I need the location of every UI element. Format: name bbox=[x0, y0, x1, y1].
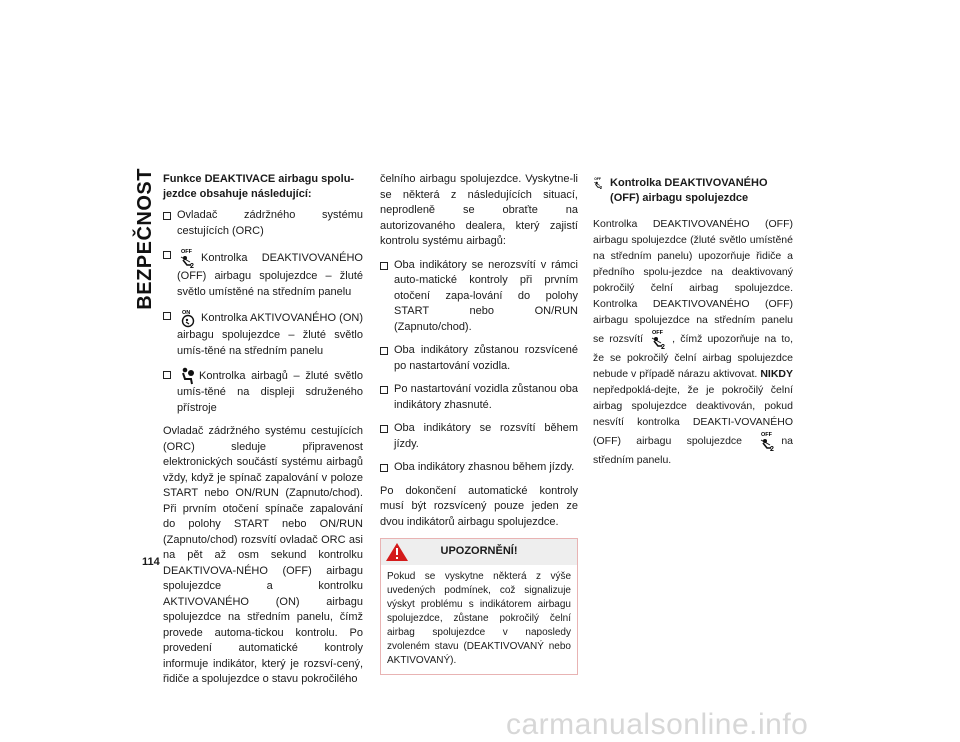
warning-text: Pokud se vyskytne některá z výše uvedených podmínek, což signalizuje výskyt problému s indikátorem airbagu spolujezdce, zůstane pokročilý čelní airbag spolujezdce v naposledy zvoleném stavu (DEAKTIVOVANÝ nebo AKTIVOVANÝ). bbox=[387, 571, 571, 666]
icon-off-text: OFF bbox=[761, 432, 773, 438]
component-list bbox=[163, 208, 363, 416]
list-item: Oba indikátory zhasnou během jízdy. bbox=[380, 460, 578, 476]
icon-seat-number: 2 bbox=[190, 263, 194, 269]
icon-off-text: OFF bbox=[594, 176, 601, 181]
icon-on-text: ON bbox=[182, 310, 191, 316]
list-item: Oba indikátory se nerozsvítí v rámci auto-matické kontroly při prvním otočení zapa-lování do polohy START nebo ON/RUN (Zapnuto/chod). bbox=[380, 258, 578, 336]
list-item: OFF 2 Kontrolka DEAKTIVOVANÉHO (OFF) airbagu spolujezdce – žluté světlo umístěné na středním panelu bbox=[163, 247, 363, 300]
column-1 bbox=[163, 172, 363, 696]
col1-heading: Funkce DEAKTIVACE airbagu spolu-jezdce obsahuje následující: bbox=[163, 173, 355, 200]
fault-list bbox=[380, 258, 578, 476]
airbag-off-icon bbox=[650, 328, 668, 350]
column-3 bbox=[593, 172, 793, 476]
warning-triangle-icon bbox=[385, 542, 409, 562]
list-item: Oba indikátory se rozsvítí během jízdy. bbox=[380, 421, 578, 452]
icon-seat-number: 2 bbox=[599, 185, 603, 191]
airbag-off-icon bbox=[593, 172, 604, 194]
airbag-off-icon bbox=[759, 430, 777, 452]
list-item: ON Kontrolka AKTIVOVANÉHO (ON) airbagu spolujezdce – žluté světlo umís-těné na středním panelu bbox=[163, 308, 363, 359]
column-2 bbox=[380, 172, 578, 675]
airbag-off-icon bbox=[179, 247, 197, 269]
icon-seat-number: 2 bbox=[661, 344, 666, 350]
airbag-warning-icon bbox=[179, 367, 195, 385]
never-emphasis: NIKDY bbox=[760, 368, 793, 380]
icon-seat-number: 2 bbox=[770, 446, 775, 452]
col2-intro: čelního airbagu spolujezdce. Vyskytne-li se některá z následujících situací, neprodleně se obraťte na autorizovaného dealera, který zajistí kontrolu systému airbagů: bbox=[380, 173, 578, 247]
warning-header bbox=[381, 539, 577, 565]
col2-paragraph: Po dokončení automatické kontroly musí být rozsvícený pouze jeden ze dvou indikátorů airbagu spolujezdce. bbox=[380, 484, 578, 528]
list-item: Po nastartování vozidla zůstanou oba indikátory zhasnuté. bbox=[380, 382, 578, 413]
warning-box bbox=[380, 538, 578, 675]
icon-off-text: OFF bbox=[652, 330, 664, 336]
icon-off-text: OFF bbox=[181, 249, 192, 255]
col3-paragraph: Kontrolka DEAKTIVOVANÉHO (OFF) airbagu spolujezdce (žluté světlo umístěné na středním panelu) upozorňuje řidiče a předního spolu-jezdce na deaktivovaný pokročilý čelní airbag spolujezdce. Kontrolka DEAKTIVOVANÉHO (OFF) airbagu spolujezdce na středním panelu se rozsvítí OFF 2 , čímž upozorňuje na to, že se pokročilý čelní airbag spolujezdce nebude v případě nárazu aktivovat. NIKDY nepředpoklá-dejte, že je pokročilý čelní airbag spolujezdce deaktivován, pokud nesvítí kontrolka DEAKTI-VOVANÉHO (OFF) airbagu spolujezdce OFF 2 na středním panelu. bbox=[593, 218, 794, 466]
airbag-on-icon bbox=[179, 308, 197, 328]
col3-heading-row bbox=[593, 172, 793, 206]
warning-title: UPOZORNĚNÍ! bbox=[440, 545, 518, 558]
list-item: Ovladač zádržného systému cestujících (ORC) bbox=[163, 208, 363, 239]
watermark: carmanualsonline.info bbox=[506, 708, 809, 741]
page-number: 114 bbox=[142, 556, 160, 568]
list-item: Oba indikátory zůstanou rozsvícené po nastartování vozidla. bbox=[380, 343, 578, 374]
section-label: BEZPEČNOST bbox=[134, 168, 156, 310]
list-item: Kontrolka airbagů – žluté světlo umís-těné na displeji sdruženého přístroje bbox=[163, 367, 363, 416]
col3-heading: Kontrolka DEAKTIVOVANÉHO (OFF) airbagu spolujezdce bbox=[610, 177, 768, 204]
col1-paragraph: Ovladač zádržného systému cestujících (ORC) sleduje připravenost elektronických součástí systému airbagů vždy, když je spínač zapalování v poloze START nebo ON/RUN (Zapnuto/chod). Při prvním otočení spínače zapalování do polohy START nebo ON/RUN (Zapnuto/chod) rozsvítí ovladač ORC asi na pět až osm sekund kontrolku DEAKTIVOVA-NÉHO (OFF) airbagu spolujezdce a kontrolku AKTIVOVANÉHO (ON) airbagu spolujezdce na středním panelu, čímž provede automa-tickou kontrolu. Po provedení automatické kontroly informuje indikátor, který je rozsví-cený, řidiče a spolujezdce o stavu pokročilého bbox=[163, 425, 363, 685]
